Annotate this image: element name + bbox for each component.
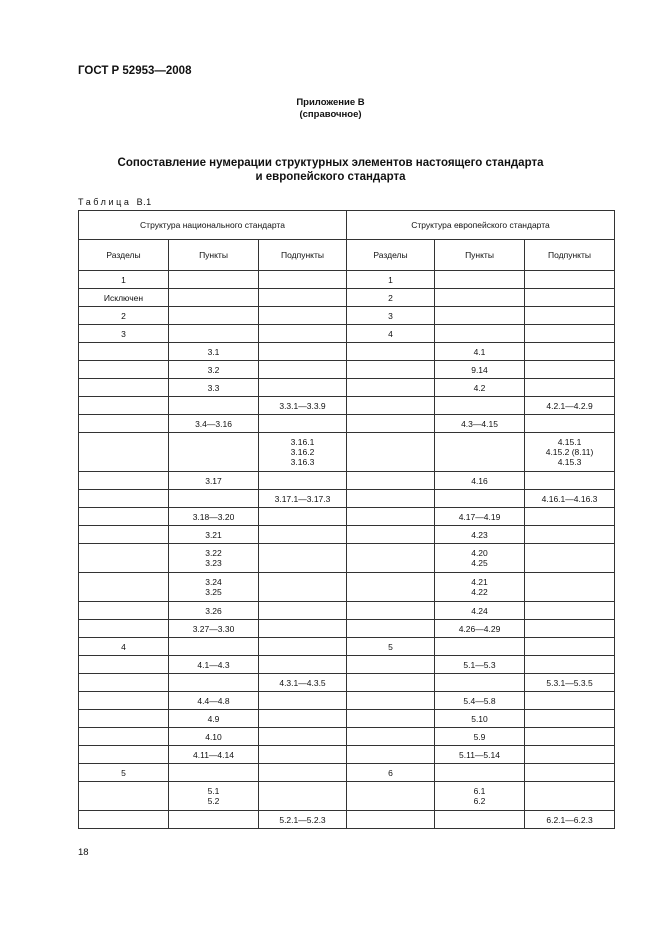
table-cell <box>347 573 435 602</box>
table-cell-line: 3 <box>121 328 126 339</box>
table-cell <box>347 764 435 782</box>
table-cell <box>347 307 435 325</box>
table-cell <box>435 361 525 379</box>
table-row <box>79 746 615 764</box>
table-cell-line: 4.10 <box>205 731 222 742</box>
table-column-header-row <box>79 240 615 271</box>
table-row <box>79 710 615 728</box>
table-cell <box>347 620 435 638</box>
table-cell <box>169 271 259 289</box>
table-cell <box>169 544 259 573</box>
table-cell <box>79 573 169 602</box>
table-cell <box>169 508 259 526</box>
title-line-2: и европейского стандарта <box>255 171 406 183</box>
table-cell-line: 4.20 <box>471 548 488 558</box>
table-cell <box>169 472 259 490</box>
table-cell <box>169 620 259 638</box>
column-header: Подпункты <box>525 240 615 271</box>
table-cell-line: 4.3.1—4.3.5 <box>279 677 326 688</box>
table-cell <box>347 602 435 620</box>
table-cell <box>435 602 525 620</box>
table-cell <box>259 544 347 573</box>
annex-subject-title <box>0 156 661 184</box>
table-cell <box>435 271 525 289</box>
table-cell <box>347 544 435 573</box>
table-cell-line: 6 <box>388 767 393 778</box>
table-cell <box>347 379 435 397</box>
table-cell <box>435 526 525 544</box>
table-cell <box>79 602 169 620</box>
table-row <box>79 433 615 472</box>
table-cell <box>525 674 615 692</box>
annex-status: (справочное) <box>299 109 362 120</box>
table-cell <box>347 325 435 343</box>
table-cell <box>347 433 435 472</box>
table-cell <box>525 764 615 782</box>
table-cell <box>347 271 435 289</box>
table-cell-line: 2 <box>388 292 393 303</box>
table-cell <box>435 746 525 764</box>
table-cell <box>79 544 169 573</box>
table-cell <box>435 397 525 415</box>
table-cell <box>435 620 525 638</box>
table-cell <box>347 782 435 811</box>
table-cell-line: 5.10 <box>471 713 488 724</box>
table-cell <box>525 710 615 728</box>
table-group-header-row <box>79 211 615 240</box>
table-cell <box>347 415 435 433</box>
table-cell <box>347 710 435 728</box>
table-cell-line: 4.4—4.8 <box>197 695 230 706</box>
table-cell <box>259 271 347 289</box>
table-cell <box>525 361 615 379</box>
table-cell <box>347 508 435 526</box>
table-cell <box>347 728 435 746</box>
table-cell <box>79 692 169 710</box>
table-cell <box>435 325 525 343</box>
table-cell <box>435 307 525 325</box>
correspondence-table <box>78 210 615 829</box>
table-row <box>79 379 615 397</box>
table-row <box>79 397 615 415</box>
table-cell-line: 4.11—4.14 <box>193 749 234 760</box>
table-cell <box>169 638 259 656</box>
table-cell-line: 4.21 <box>471 577 488 587</box>
table-cell <box>79 289 169 307</box>
table-cell <box>259 674 347 692</box>
table-cell <box>169 526 259 544</box>
table-cell <box>169 343 259 361</box>
table-cell <box>169 764 259 782</box>
table-cell <box>79 728 169 746</box>
table-cell-line: 6.2.1—6.2.3 <box>546 814 593 825</box>
table-cell <box>525 415 615 433</box>
table-cell <box>525 472 615 490</box>
table-cell <box>259 325 347 343</box>
table-cell-line: 3.16.3 <box>290 457 315 467</box>
table-cell <box>525 573 615 602</box>
page-number: 18 <box>78 847 89 858</box>
table-cell-line: 3.16.2 <box>290 447 315 457</box>
table-cell-line: 1 <box>388 274 393 285</box>
annex-heading <box>0 97 661 121</box>
table-cell-line: 3.18—3.20 <box>192 511 235 522</box>
table-row <box>79 638 615 656</box>
table-cell-line: 4.16 <box>471 475 488 486</box>
table-row <box>79 271 615 289</box>
table-cell <box>259 343 347 361</box>
table-cell <box>79 433 169 472</box>
table-cell <box>347 526 435 544</box>
table-cell <box>79 620 169 638</box>
table-cell <box>79 746 169 764</box>
table-cell <box>435 692 525 710</box>
table-cell <box>347 638 435 656</box>
table-cell <box>347 289 435 307</box>
table-body <box>79 271 615 829</box>
table-cell-line: 3.2 <box>207 364 220 375</box>
table-cell <box>259 746 347 764</box>
table-cell <box>259 811 347 829</box>
table-cell-line: 4.17—4.19 <box>458 511 501 522</box>
table-cell <box>169 782 259 811</box>
table-cell <box>525 620 615 638</box>
table-cell <box>169 397 259 415</box>
table-cell <box>435 415 525 433</box>
table-cell <box>79 674 169 692</box>
table-row <box>79 692 615 710</box>
table-cell <box>79 508 169 526</box>
annex-title: Приложение В <box>296 97 365 108</box>
table-cell <box>259 782 347 811</box>
table-cell <box>525 602 615 620</box>
table-cell <box>525 728 615 746</box>
table-cell-line: 3.4—3.16 <box>195 418 232 429</box>
table-cell-line: 5.1—5.3 <box>463 659 496 670</box>
table-row <box>79 573 615 602</box>
table-cell <box>525 397 615 415</box>
table-cell <box>259 361 347 379</box>
table-cell <box>435 379 525 397</box>
group-header-national: Структура национального стандарта <box>79 211 347 240</box>
table-cell <box>79 361 169 379</box>
table-cell <box>169 602 259 620</box>
table-cell-line: 4.2.1—4.2.9 <box>546 400 593 411</box>
column-header: Разделы <box>79 240 169 271</box>
table-cell-line: 4.26—4.29 <box>458 623 501 634</box>
table-row <box>79 307 615 325</box>
table-row <box>79 289 615 307</box>
table-cell <box>79 325 169 343</box>
table-cell-line: 4.23 <box>471 529 488 540</box>
table-cell <box>525 307 615 325</box>
table-cell <box>435 782 525 811</box>
table-cell-line: 3.17 <box>205 475 222 486</box>
table-cell <box>169 746 259 764</box>
table-cell <box>525 638 615 656</box>
table-cell-line: 5.3.1—5.3.5 <box>546 677 593 688</box>
table-row <box>79 656 615 674</box>
table-cell-line: 4.15.3 <box>557 457 582 467</box>
table-cell <box>525 811 615 829</box>
table-caption-number: В.1 <box>136 197 152 207</box>
table-cell <box>259 307 347 325</box>
table-cell-line: 3.27—3.30 <box>192 623 235 634</box>
table-cell <box>525 343 615 361</box>
table-cell-line: 2 <box>121 310 126 321</box>
table-cell <box>347 397 435 415</box>
table-cell <box>79 343 169 361</box>
table-cell-line: 4.2 <box>473 382 486 393</box>
column-header: Разделы <box>347 240 435 271</box>
table-cell <box>79 271 169 289</box>
table-cell <box>259 692 347 710</box>
table-cell <box>525 271 615 289</box>
table-cell <box>435 764 525 782</box>
table-cell-line: 3.24 <box>205 577 222 587</box>
table-cell <box>525 656 615 674</box>
table-cell <box>169 361 259 379</box>
group-header-european: Структура европейского стандарта <box>347 211 615 240</box>
table-cell-line: 4.1 <box>473 346 486 357</box>
table-cell-line: 5.4—5.8 <box>463 695 496 706</box>
table-row <box>79 361 615 379</box>
table-cell <box>169 674 259 692</box>
table-cell <box>435 674 525 692</box>
table-row <box>79 544 615 573</box>
table-cell-line: 3.26 <box>205 605 222 616</box>
table-cell-line: 3.23 <box>205 558 222 568</box>
table-row <box>79 472 615 490</box>
table-cell <box>79 307 169 325</box>
table-caption <box>78 197 152 207</box>
table-cell <box>259 472 347 490</box>
table-cell-line: 5.1 <box>207 786 220 796</box>
table-cell <box>347 343 435 361</box>
table-row <box>79 782 615 811</box>
table-cell <box>259 656 347 674</box>
table-cell <box>259 728 347 746</box>
table-cell-line: 5.11—5.14 <box>459 749 500 760</box>
table-cell-line: 3.3.1—3.3.9 <box>279 400 326 411</box>
table-cell <box>169 415 259 433</box>
column-header: Пункты <box>435 240 525 271</box>
table-cell <box>259 397 347 415</box>
table-cell-line: 4.3—4.15 <box>461 418 498 429</box>
table-cell <box>169 379 259 397</box>
table-cell-line: 4.16.1—4.16.3 <box>541 493 598 504</box>
table-cell-line: 3.16.1 <box>290 437 315 447</box>
table-cell <box>347 674 435 692</box>
table-cell-line: 4 <box>121 641 126 652</box>
table-cell-line: 3.21 <box>205 529 222 540</box>
table-cell <box>347 361 435 379</box>
table-cell <box>259 508 347 526</box>
table-cell-line: 5.2 <box>207 796 220 806</box>
table-cell <box>169 811 259 829</box>
table-cell-line: 3.1 <box>207 346 220 357</box>
table-cell-line: 3.25 <box>205 587 222 597</box>
table-cell <box>169 710 259 728</box>
table-cell <box>525 526 615 544</box>
table-cell <box>435 490 525 508</box>
table-cell-line: 4.9 <box>207 713 220 724</box>
table-cell <box>435 508 525 526</box>
table-cell <box>347 746 435 764</box>
table-cell <box>79 397 169 415</box>
column-header: Подпункты <box>259 240 347 271</box>
table-cell <box>347 811 435 829</box>
table-cell <box>79 764 169 782</box>
table-cell <box>435 289 525 307</box>
table-cell <box>525 782 615 811</box>
table-cell <box>259 573 347 602</box>
table-cell <box>525 508 615 526</box>
table-cell-line: 5.2.1—5.2.3 <box>279 814 326 825</box>
table-cell <box>347 472 435 490</box>
table-row <box>79 343 615 361</box>
table-cell-line: 3 <box>388 310 393 321</box>
table-cell <box>525 325 615 343</box>
table-cell-line: 3.3 <box>207 382 220 393</box>
table-row <box>79 764 615 782</box>
table-cell <box>435 433 525 472</box>
table-cell <box>79 526 169 544</box>
table-cell <box>259 490 347 508</box>
table-cell <box>259 602 347 620</box>
table-cell <box>259 764 347 782</box>
table-cell <box>435 811 525 829</box>
table-cell <box>169 573 259 602</box>
table-cell <box>259 415 347 433</box>
table-cell <box>259 638 347 656</box>
table-cell <box>435 728 525 746</box>
table-row <box>79 728 615 746</box>
table-cell <box>79 379 169 397</box>
table-cell <box>79 472 169 490</box>
table-cell-line: 5 <box>121 767 126 778</box>
table-cell <box>435 573 525 602</box>
table-row <box>79 526 615 544</box>
table-row <box>79 325 615 343</box>
table-cell-line: 3.17.1—3.17.3 <box>274 493 331 504</box>
table-cell-line: 4.1—4.3 <box>197 659 230 670</box>
table-cell <box>435 544 525 573</box>
table-cell <box>169 692 259 710</box>
table-cell-line: 4.15.2 (8.11) <box>545 447 594 457</box>
table-cell <box>435 710 525 728</box>
table-cell <box>347 656 435 674</box>
table-cell <box>259 433 347 472</box>
table-row <box>79 415 615 433</box>
table-cell <box>435 656 525 674</box>
table-cell <box>169 656 259 674</box>
table-cell <box>169 325 259 343</box>
table-cell-line: 4.15.1 <box>557 437 582 447</box>
table-cell <box>525 544 615 573</box>
table-cell-line: 1 <box>121 274 126 285</box>
table-cell <box>79 656 169 674</box>
column-header: Пункты <box>169 240 259 271</box>
table-cell <box>79 782 169 811</box>
table-cell <box>169 728 259 746</box>
table-cell <box>525 433 615 472</box>
table-row <box>79 620 615 638</box>
table-cell <box>169 433 259 472</box>
document-designation: ГОСТ Р 52953—2008 <box>78 65 192 77</box>
table-cell-line: 6.1 <box>473 786 486 796</box>
table-cell <box>259 710 347 728</box>
table-row <box>79 811 615 829</box>
table-cell <box>347 490 435 508</box>
table-cell-line: 9.14 <box>471 364 488 375</box>
table-cell <box>79 710 169 728</box>
table-cell-line: Исключен <box>103 292 144 303</box>
table-cell <box>79 490 169 508</box>
table-cell <box>259 526 347 544</box>
table-cell <box>435 472 525 490</box>
title-line-1: Сопоставление нумерации структурных элементов настоящего стандарта <box>117 157 544 169</box>
table-cell-line: 5 <box>388 641 393 652</box>
table-cell <box>435 343 525 361</box>
table-cell <box>169 289 259 307</box>
table-cell-line: 4.24 <box>471 605 488 616</box>
table-cell <box>259 289 347 307</box>
table-cell <box>259 379 347 397</box>
table-cell <box>525 746 615 764</box>
table-cell <box>525 379 615 397</box>
table-row <box>79 602 615 620</box>
table-cell <box>79 638 169 656</box>
table-cell-line: 5.9 <box>473 731 486 742</box>
table-cell <box>347 692 435 710</box>
table-cell <box>259 620 347 638</box>
table-cell-line: 4 <box>388 328 393 339</box>
table-cell-line: 4.22 <box>471 587 488 597</box>
table-cell <box>435 638 525 656</box>
table-row <box>79 674 615 692</box>
table-row <box>79 490 615 508</box>
table-row <box>79 508 615 526</box>
table-cell <box>79 415 169 433</box>
table-cell <box>169 307 259 325</box>
table-cell <box>79 811 169 829</box>
table-cell <box>525 289 615 307</box>
table-cell-line: 6.2 <box>473 796 486 806</box>
table-cell <box>169 490 259 508</box>
table-caption-word: Таблица <box>78 197 132 207</box>
table-cell-line: 4.25 <box>471 558 488 568</box>
table-cell <box>525 490 615 508</box>
table-cell-line: 3.22 <box>205 548 222 558</box>
table-cell <box>525 692 615 710</box>
